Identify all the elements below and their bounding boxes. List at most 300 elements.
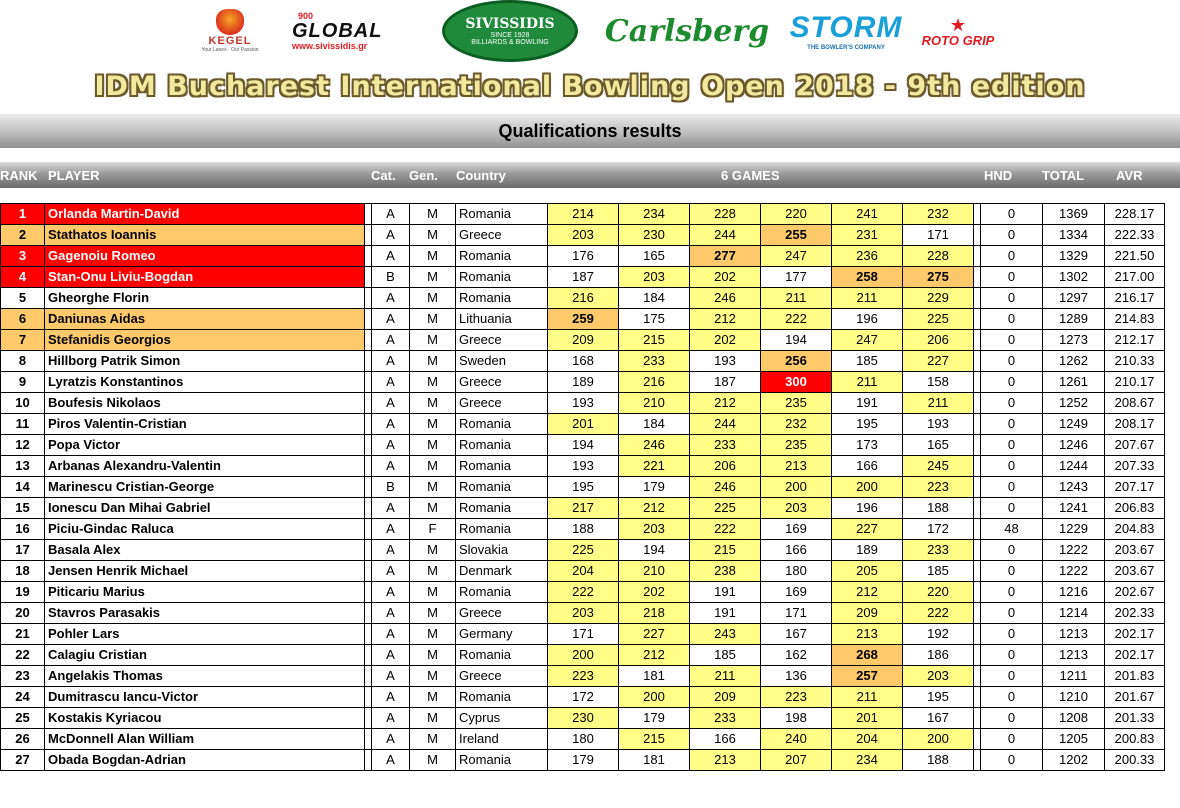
spacer-cell (974, 540, 981, 561)
handicap-cell: 0 (981, 288, 1043, 309)
handicap-cell: 0 (981, 750, 1043, 771)
game-score-cell: 200 (619, 687, 690, 708)
spacer-cell (974, 351, 981, 372)
player-cell: Lyratzis Konstantinos (45, 372, 365, 393)
game-score-cell: 180 (548, 729, 619, 750)
player-cell: Jensen Henrik Michael (45, 561, 365, 582)
game-score-cell: 256 (761, 351, 832, 372)
category-cell: A (372, 204, 410, 225)
gender-cell: M (410, 666, 456, 687)
game-score-cell: 246 (619, 435, 690, 456)
gender-cell: M (410, 561, 456, 582)
game-score-cell: 244 (690, 225, 761, 246)
country-cell: Greece (456, 372, 548, 393)
spacer-cell (365, 708, 372, 729)
game-score-cell: 225 (690, 498, 761, 519)
game-score-cell: 179 (619, 708, 690, 729)
spacer-cell (365, 666, 372, 687)
game-score-cell: 221 (619, 456, 690, 477)
country-cell: Greece (456, 603, 548, 624)
game-score-cell: 175 (619, 309, 690, 330)
game-score-cell: 191 (690, 582, 761, 603)
spacer-cell (365, 246, 372, 267)
rank-cell: 27 (1, 750, 45, 771)
spacer-cell (974, 309, 981, 330)
spacer-cell (365, 561, 372, 582)
handicap-cell: 0 (981, 498, 1043, 519)
gender-cell: M (410, 750, 456, 771)
gender-cell: M (410, 372, 456, 393)
spacer-cell (974, 246, 981, 267)
gender-cell: M (410, 288, 456, 309)
game-score-cell: 185 (903, 561, 974, 582)
gender-cell: M (410, 729, 456, 750)
game-score-cell: 211 (832, 687, 903, 708)
game-score-cell: 222 (690, 519, 761, 540)
spacer-cell (974, 225, 981, 246)
gender-cell: M (410, 267, 456, 288)
game-score-cell: 169 (761, 519, 832, 540)
table-row (1, 372, 1165, 393)
average-cell: 203.67 (1105, 540, 1165, 561)
game-score-cell: 223 (548, 666, 619, 687)
game-score-cell: 247 (832, 330, 903, 351)
game-score-cell: 200 (832, 477, 903, 498)
average-cell: 206.83 (1105, 498, 1165, 519)
spacer-cell (365, 498, 372, 519)
gender-cell: M (410, 582, 456, 603)
player-cell: Kostakis Kyriacou (45, 708, 365, 729)
spacer-cell (365, 750, 372, 771)
average-cell: 210.17 (1105, 372, 1165, 393)
spacer-cell (974, 435, 981, 456)
global-badge: 900 (298, 11, 314, 21)
spacer-cell (365, 435, 372, 456)
game-score-cell: 186 (903, 645, 974, 666)
game-score-cell: 195 (903, 687, 974, 708)
spacer-cell (974, 582, 981, 603)
rank-cell: 21 (1, 624, 45, 645)
total-cell: 1249 (1043, 414, 1105, 435)
game-score-cell: 179 (548, 750, 619, 771)
star-icon: ★ (949, 14, 967, 35)
game-score-cell: 212 (619, 645, 690, 666)
handicap-cell: 0 (981, 372, 1043, 393)
game-score-cell: 194 (548, 435, 619, 456)
game-score-cell: 188 (903, 498, 974, 519)
game-score-cell: 268 (832, 645, 903, 666)
storm-tagline: THE BOWLER'S COMPANY (807, 45, 885, 51)
gender-cell: M (410, 414, 456, 435)
player-cell: Gagenoiu Romeo (45, 246, 365, 267)
category-cell: A (372, 561, 410, 582)
handicap-cell: 0 (981, 645, 1043, 666)
game-score-cell: 233 (690, 435, 761, 456)
category-cell: A (372, 351, 410, 372)
total-cell: 1213 (1043, 624, 1105, 645)
table-row (1, 498, 1165, 519)
handicap-cell: 0 (981, 435, 1043, 456)
total-cell: 1205 (1043, 729, 1105, 750)
spacer-cell (365, 687, 372, 708)
game-score-cell: 244 (690, 414, 761, 435)
game-score-cell: 187 (548, 267, 619, 288)
player-cell: Stefanidis Georgios (45, 330, 365, 351)
category-cell: A (372, 225, 410, 246)
gender-cell: M (410, 225, 456, 246)
rank-cell: 1 (1, 204, 45, 225)
player-cell: Stan-Onu Liviu-Bogdan (45, 267, 365, 288)
category-cell: A (372, 519, 410, 540)
country-cell: Slovakia (456, 540, 548, 561)
average-cell: 212.17 (1105, 330, 1165, 351)
game-score-cell: 172 (903, 519, 974, 540)
gender-cell: M (410, 540, 456, 561)
table-row (1, 666, 1165, 687)
game-score-cell: 257 (832, 666, 903, 687)
category-cell: A (372, 729, 410, 750)
table-row (1, 435, 1165, 456)
game-score-cell: 180 (761, 561, 832, 582)
country-cell: Ireland (456, 729, 548, 750)
table-row (1, 729, 1165, 750)
total-cell: 1261 (1043, 372, 1105, 393)
game-score-cell: 203 (548, 603, 619, 624)
sponsor-banner (0, 0, 1180, 64)
game-score-cell: 247 (761, 246, 832, 267)
handicap-cell: 0 (981, 603, 1043, 624)
rank-cell: 14 (1, 477, 45, 498)
game-score-cell: 173 (832, 435, 903, 456)
table-row (1, 624, 1165, 645)
gender-cell: M (410, 204, 456, 225)
category-cell: A (372, 498, 410, 519)
game-score-cell: 189 (548, 372, 619, 393)
spacer-cell (365, 414, 372, 435)
total-cell: 1246 (1043, 435, 1105, 456)
country-cell: Romania (456, 477, 548, 498)
game-score-cell: 232 (761, 414, 832, 435)
sivissidis-name: SIVISSIDIS (465, 16, 555, 32)
player-cell: Obada Bogdan-Adrian (45, 750, 365, 771)
spacer-cell (974, 624, 981, 645)
spacer-cell (974, 708, 981, 729)
spacer-cell (365, 330, 372, 351)
table-row (1, 309, 1165, 330)
game-score-cell: 191 (690, 603, 761, 624)
game-score-cell: 194 (619, 540, 690, 561)
category-cell: A (372, 708, 410, 729)
table-row (1, 351, 1165, 372)
spacer-cell (365, 309, 372, 330)
category-cell: A (372, 666, 410, 687)
rank-cell: 12 (1, 435, 45, 456)
game-score-cell: 233 (690, 708, 761, 729)
rank-cell: 25 (1, 708, 45, 729)
game-score-cell: 229 (903, 288, 974, 309)
rotogrip-name: ROTO GRIP (921, 32, 995, 48)
table-row (1, 603, 1165, 624)
col-rank: RANK (0, 168, 38, 183)
rank-cell: 5 (1, 288, 45, 309)
category-cell: A (372, 309, 410, 330)
player-cell: Piros Valentin-Cristian (45, 414, 365, 435)
game-score-cell: 236 (832, 246, 903, 267)
spacer-cell (365, 582, 372, 603)
average-cell: 207.67 (1105, 435, 1165, 456)
average-cell: 217.00 (1105, 267, 1165, 288)
average-cell: 207.33 (1105, 456, 1165, 477)
handicap-cell: 0 (981, 351, 1043, 372)
total-cell: 1211 (1043, 666, 1105, 687)
category-cell: A (372, 603, 410, 624)
spacer-cell (365, 645, 372, 666)
category-cell: B (372, 267, 410, 288)
average-cell: 202.17 (1105, 645, 1165, 666)
game-score-cell: 191 (832, 393, 903, 414)
game-score-cell: 210 (619, 561, 690, 582)
handicap-cell: 0 (981, 330, 1043, 351)
game-score-cell: 206 (903, 330, 974, 351)
game-score-cell: 238 (690, 561, 761, 582)
total-cell: 1241 (1043, 498, 1105, 519)
col-total: TOTAL (1042, 168, 1085, 183)
rank-cell: 23 (1, 666, 45, 687)
average-cell: 202.67 (1105, 582, 1165, 603)
player-cell: Dumitrascu Iancu-Victor (45, 687, 365, 708)
game-score-cell: 255 (761, 225, 832, 246)
game-score-cell: 209 (690, 687, 761, 708)
category-cell: A (372, 435, 410, 456)
average-cell: 202.33 (1105, 603, 1165, 624)
total-cell: 1214 (1043, 603, 1105, 624)
category-cell: A (372, 624, 410, 645)
game-score-cell: 193 (690, 351, 761, 372)
spacer-cell (365, 477, 372, 498)
spacer-cell (974, 561, 981, 582)
handicap-cell: 0 (981, 708, 1043, 729)
game-score-cell: 243 (690, 624, 761, 645)
game-score-cell: 259 (548, 309, 619, 330)
player-cell: Stathatos Ioannis (45, 225, 365, 246)
average-cell: 204.83 (1105, 519, 1165, 540)
game-score-cell: 187 (690, 372, 761, 393)
player-cell: Pohler Lars (45, 624, 365, 645)
gender-cell: M (410, 435, 456, 456)
game-score-cell: 222 (903, 603, 974, 624)
gender-cell: M (410, 246, 456, 267)
spacer-cell (365, 372, 372, 393)
game-score-cell: 177 (761, 267, 832, 288)
country-cell: Romania (456, 498, 548, 519)
table-row (1, 393, 1165, 414)
game-score-cell: 246 (690, 288, 761, 309)
game-score-cell: 215 (619, 729, 690, 750)
average-cell: 202.17 (1105, 624, 1165, 645)
spacer-cell (365, 393, 372, 414)
rank-cell: 15 (1, 498, 45, 519)
game-score-cell: 211 (903, 393, 974, 414)
game-score-cell: 225 (548, 540, 619, 561)
rank-cell: 9 (1, 372, 45, 393)
game-score-cell: 172 (548, 687, 619, 708)
category-cell: A (372, 582, 410, 603)
game-score-cell: 277 (690, 246, 761, 267)
player-cell: McDonnell Alan William (45, 729, 365, 750)
category-cell: A (372, 288, 410, 309)
event-title: IDM Bucharest International Bowling Open 2018 - 9th edition (94, 70, 1086, 102)
game-score-cell: 235 (761, 393, 832, 414)
spacer-cell (974, 372, 981, 393)
table-row (1, 687, 1165, 708)
total-cell: 1334 (1043, 225, 1105, 246)
game-score-cell: 203 (619, 267, 690, 288)
kegel-tagline: Your Lanes · Our Passion (201, 47, 259, 53)
category-cell: A (372, 540, 410, 561)
spacer-cell (974, 477, 981, 498)
gender-cell: M (410, 477, 456, 498)
game-score-cell: 233 (903, 540, 974, 561)
category-cell: A (372, 687, 410, 708)
game-score-cell: 225 (903, 309, 974, 330)
player-cell: Boufesis Nikolaos (45, 393, 365, 414)
storm-name: STORM (789, 11, 903, 44)
table-row (1, 330, 1165, 351)
gender-cell: M (410, 351, 456, 372)
category-cell: A (372, 645, 410, 666)
spacer-cell (974, 666, 981, 687)
total-cell: 1302 (1043, 267, 1105, 288)
spacer-cell (365, 288, 372, 309)
game-score-cell: 188 (548, 519, 619, 540)
game-score-cell: 211 (761, 288, 832, 309)
gender-cell: F (410, 519, 456, 540)
total-cell: 1273 (1043, 330, 1105, 351)
game-score-cell: 223 (761, 687, 832, 708)
game-score-cell: 240 (761, 729, 832, 750)
game-score-cell: 227 (903, 351, 974, 372)
table-row (1, 225, 1165, 246)
game-score-cell: 196 (832, 309, 903, 330)
game-score-cell: 158 (903, 372, 974, 393)
game-score-cell: 216 (619, 372, 690, 393)
rank-cell: 3 (1, 246, 45, 267)
player-cell: Hillborg Patrik Simon (45, 351, 365, 372)
average-cell: 208.67 (1105, 393, 1165, 414)
total-cell: 1329 (1043, 246, 1105, 267)
gender-cell: M (410, 456, 456, 477)
game-score-cell: 193 (903, 414, 974, 435)
game-score-cell: 168 (548, 351, 619, 372)
game-score-cell: 203 (761, 498, 832, 519)
game-score-cell: 222 (548, 582, 619, 603)
game-score-cell: 246 (690, 477, 761, 498)
table-row (1, 414, 1165, 435)
col-gen: Gen. (409, 168, 438, 183)
gender-cell: M (410, 498, 456, 519)
spacer-cell (974, 456, 981, 477)
game-score-cell: 200 (903, 729, 974, 750)
game-score-cell: 223 (903, 477, 974, 498)
rank-cell: 18 (1, 561, 45, 582)
game-score-cell: 227 (832, 519, 903, 540)
game-score-cell: 171 (761, 603, 832, 624)
spacer-cell (974, 645, 981, 666)
game-score-cell: 227 (619, 624, 690, 645)
col-games: 6 GAMES (721, 168, 780, 183)
gender-cell: M (410, 624, 456, 645)
game-score-cell: 200 (548, 645, 619, 666)
country-cell: Romania (456, 414, 548, 435)
game-score-cell: 202 (690, 330, 761, 351)
rank-cell: 8 (1, 351, 45, 372)
game-score-cell: 212 (690, 309, 761, 330)
handicap-cell: 0 (981, 666, 1043, 687)
country-cell: Romania (456, 204, 548, 225)
country-cell: Romania (456, 435, 548, 456)
total-cell: 1297 (1043, 288, 1105, 309)
total-cell: 1369 (1043, 204, 1105, 225)
game-score-cell: 165 (619, 246, 690, 267)
country-cell: Romania (456, 288, 548, 309)
game-score-cell: 194 (761, 330, 832, 351)
country-cell: Romania (456, 246, 548, 267)
player-cell: Popa Victor (45, 435, 365, 456)
game-score-cell: 136 (761, 666, 832, 687)
game-score-cell: 198 (761, 708, 832, 729)
game-score-cell: 233 (619, 351, 690, 372)
country-cell: Romania (456, 750, 548, 771)
section-title: Qualifications results (0, 114, 1180, 148)
spacer-cell (974, 267, 981, 288)
gender-cell: M (410, 645, 456, 666)
player-cell: Calagiu Cristian (45, 645, 365, 666)
rank-cell: 7 (1, 330, 45, 351)
game-score-cell: 214 (548, 204, 619, 225)
player-cell: Angelakis Thomas (45, 666, 365, 687)
handicap-cell: 0 (981, 561, 1043, 582)
total-cell: 1229 (1043, 519, 1105, 540)
game-score-cell: 300 (761, 372, 832, 393)
game-score-cell: 212 (690, 393, 761, 414)
total-cell: 1210 (1043, 687, 1105, 708)
game-score-cell: 184 (619, 288, 690, 309)
spacer-cell (365, 603, 372, 624)
player-cell: Daniunas Aidas (45, 309, 365, 330)
game-score-cell: 203 (903, 666, 974, 687)
rank-cell: 6 (1, 309, 45, 330)
handicap-cell: 0 (981, 309, 1043, 330)
total-cell: 1222 (1043, 561, 1105, 582)
average-cell: 214.83 (1105, 309, 1165, 330)
handicap-cell: 48 (981, 519, 1043, 540)
game-score-cell: 165 (903, 435, 974, 456)
sivissidis-badge (442, 0, 578, 62)
player-cell: Stavros Parasakis (45, 603, 365, 624)
global-url: www.sivissidis.gr (292, 41, 368, 51)
handicap-cell: 0 (981, 540, 1043, 561)
sivissidis-since: SINCE 1928 (490, 32, 530, 39)
kegel-name: KEGEL (208, 35, 252, 47)
rank-cell: 10 (1, 393, 45, 414)
average-cell: 221.50 (1105, 246, 1165, 267)
game-score-cell: 215 (619, 330, 690, 351)
table-row (1, 708, 1165, 729)
game-score-cell: 218 (619, 603, 690, 624)
average-cell: 210.33 (1105, 351, 1165, 372)
country-cell: Sweden (456, 351, 548, 372)
game-score-cell: 193 (548, 393, 619, 414)
